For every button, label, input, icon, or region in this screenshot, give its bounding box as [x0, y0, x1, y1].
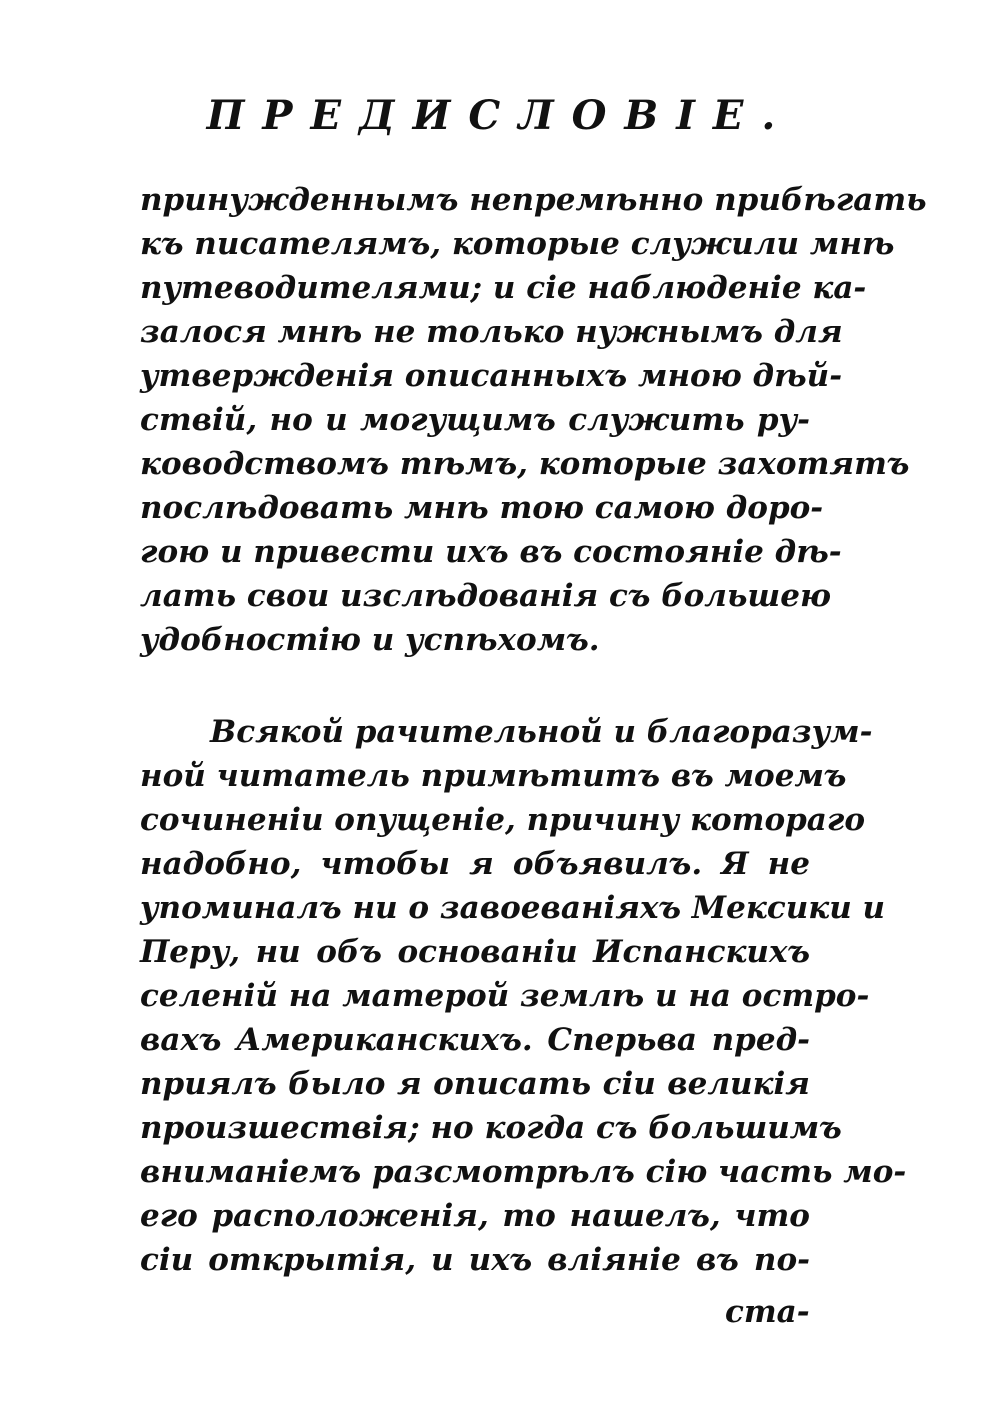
text-line: селеній на матерой землѣ и на остро- [140, 978, 870, 1014]
text-line: упоминалъ ни о завоеваніяхъ Мексики и [140, 890, 886, 926]
text-line: его расположенія, то нашелъ, что [140, 1198, 810, 1234]
text-line: гою и привести ихъ въ состояніе дѣ- [140, 534, 842, 570]
text-line: утвержденія описанныхъ мною дѣй- [140, 358, 843, 394]
text-line: послѣдовать мнѣ тою самою доро- [140, 490, 824, 526]
text-line: ководствомъ тѣмъ, которые захотятъ [140, 446, 910, 482]
text-line: приялъ было я описать сіи великія [140, 1066, 810, 1102]
text-line: къ писателямъ, которые служили мнѣ [140, 226, 895, 262]
text-line: вниманіемъ разсмотрѣлъ сію часть мо- [140, 1154, 907, 1190]
page-title: ПРЕДИСЛОВІЕ. [206, 92, 794, 139]
text-line: ной читатель примѣтитъ въ моемъ [140, 758, 847, 794]
text-line: лать свои изслѣдованія съ большею [140, 578, 831, 614]
text-line: произшествія; но когда съ большимъ [140, 1110, 842, 1146]
text-line: Всякой рачительной и благоразум- [210, 714, 873, 750]
text-line: путеводителями; и сіе наблюденіе ка- [140, 270, 867, 306]
text-line: сочиненіи опущеніе, причину котораго [140, 802, 866, 838]
text-line: Перу, ни объ основаніи Испанскихъ [140, 934, 810, 970]
catchword: ста- [725, 1294, 810, 1330]
text-line: залося мнѣ не только нужнымъ для [140, 314, 843, 350]
text-line: сіи открытія, и ихъ вліяніе въ по- [140, 1242, 810, 1278]
text-line: принужденнымъ непремѣнно прибѣгать [140, 182, 927, 218]
text-line: надобно, чтобы я объявилъ. Я не [140, 846, 810, 882]
text-line: вахъ Американскихъ. Сперьва пред- [140, 1022, 810, 1058]
text-line: удобностію и успѣхомъ. [140, 622, 600, 658]
text-line: ствій, но и могущимъ служить ру- [140, 402, 810, 438]
